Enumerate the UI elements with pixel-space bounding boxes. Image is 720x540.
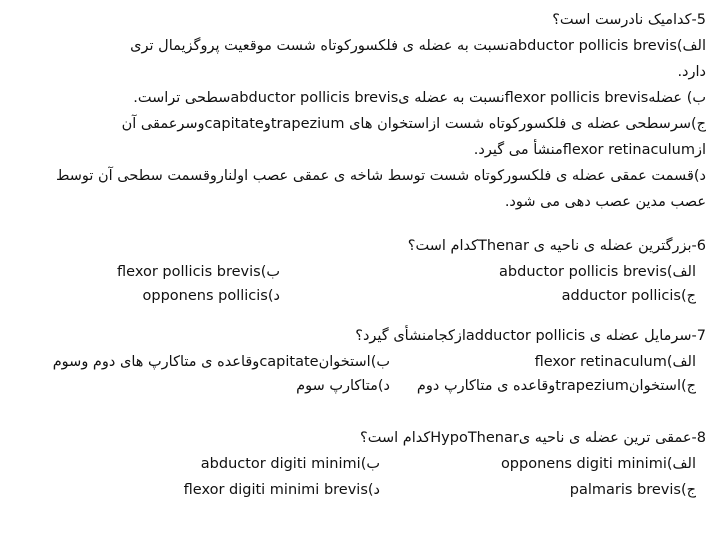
question-5-option-b: ب) عضلهflexor pollicis brevisنسبت به عضله یabductor pollicis brevisسطحی تراست. [133, 90, 706, 106]
question-5-option-c: ج)سرسطحی عضله ی فلکسورکوتاه شست ازاستخوان های trapeziumوcapitateوسرعمقی آن [121, 116, 706, 132]
question-7-option-a: الف)flexor retinaculum [534, 354, 696, 370]
question-7-option-d: د)متاکارپ سوم [296, 378, 390, 394]
question-8-option-a: الف)opponens digiti minimi [500, 456, 696, 472]
question-7-option-c: ج)استخوانtrapeziumوقاعده ی متاکارپ دوم [416, 378, 696, 394]
question-7-option-b: ب)استخوانcapitateوقاعده ی متاکارپ های دوم وسوم [52, 354, 390, 370]
question-5-option-a-continued: دارد. [677, 64, 706, 80]
question-5-option-a: الف)abductor pollicis brevisنسبت به عضله ی فلکسورکوتاه شست موقعیت پروگزیمال تری [130, 38, 706, 54]
question-5-stem: 5-کدامیک نادرست است؟ [552, 12, 706, 28]
question-8-option-c: ج)palmaris brevis [569, 482, 696, 498]
question-7-stem: 7-سرمایل عضله ی adductor pollicisازکجامنشأی گیرد؟ [355, 328, 706, 344]
question-5-option-d: د)قسمت عمقی عضله ی فلکسورکوتاه شست توسط شاخه ی عمقی عصب اولناروقسمت سطحی آن توسط [55, 168, 706, 184]
question-6-option-b: ب)flexor pollicis brevis [117, 264, 280, 280]
question-5-option-d-continued: عصب مدین عصب دهی می شود. [504, 194, 706, 210]
question-8-option-b: ب)abductor digiti minimi [200, 456, 380, 472]
question-5-option-c-continued: ازflexor retinaculumمنشأ می گیرد. [473, 142, 706, 158]
question-6-stem: 6-بزرگترین عضله ی ناحیه ی Thenarکدام است؟ [407, 238, 706, 254]
question-8-stem: 8-عمقی ترین عضله ی ناحیه یHypoThenarکدام است؟ [360, 430, 706, 446]
question-6-option-d: د)opponens pollicis [142, 288, 280, 304]
question-6-option-c: ج)adductor pollicis [561, 288, 696, 304]
question-6-option-a: الف)abductor pollicis brevis [499, 264, 696, 280]
question-8-option-d: د)flexor digiti minimi brevis [183, 482, 380, 498]
